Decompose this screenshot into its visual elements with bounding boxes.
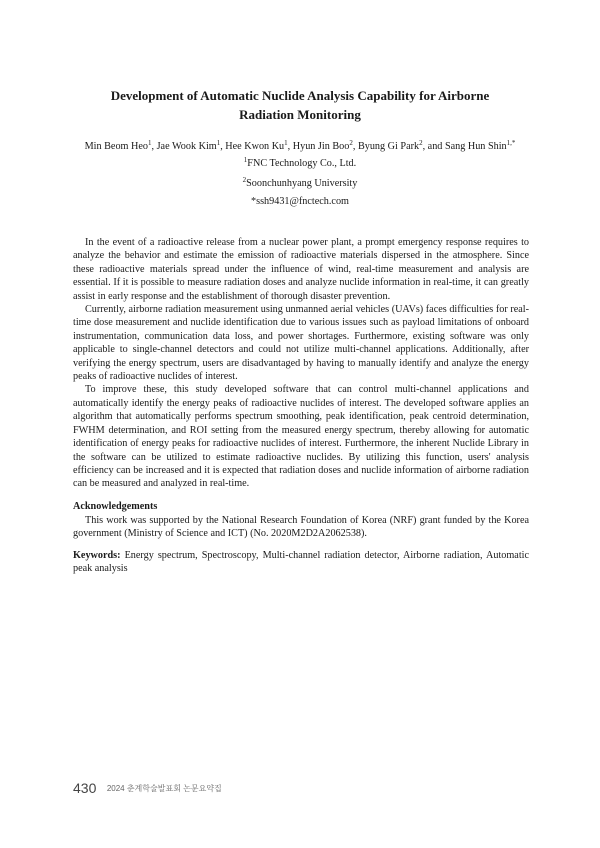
author: Hyun Jin Boo$^2$ [292, 139, 353, 152]
keywords-label: Keywords: [73, 550, 121, 561]
paper-title [70, 86, 530, 124]
author: Jae Wook Kim$^1$ [156, 139, 221, 152]
title-line-1: Development of Automatic Nuclide Analysis Capability for Airborne [110, 88, 490, 103]
conference-name: 2024 춘계학술발표회 논문요약집 [106, 784, 222, 793]
author: Byung Gi Park$^2$ [357, 139, 423, 152]
paragraph: To improve these, this study developed software that can control multi-channel applications and automatically identify the energy peaks of radioactive nuclides of interest. The developed software applies an algorithm that automatically performs spectrum smoothing, peak identification, peak centroid determination, FWHM determination, and ROI setting from the measured energy spectrum, thereby allowing for automatic identification of energy peaks for radioactive nuclides of interest. Furthermore, the inherent Nuclide Library in the software can be utilized to estimate radioactive nuclides. By utilizing this function, users' analysis efficiency can be increased and it is expected that radiation doses and nuclide information of airborne radiation can be measured and analyzed in real-time. [73, 384, 529, 490]
author-list: Min Beom Heo$^1$, Jae Wook Kim$^1$, Hee Kwon Ku$^1$, Hyun Jin Boo$^2$, Byung Gi Park$^2$, and Sang Hun Shin$^{1,*}$ [84, 139, 516, 152]
corresponding-email: *ssh9431@fnctech.com [251, 196, 349, 207]
abstract-body [73, 236, 529, 491]
keywords [73, 549, 529, 576]
keywords-text: Energy spectrum, Spectroscopy, Multi-channel radiation detector, Airborne radiation, Automatic peak analysis [73, 550, 529, 575]
affiliation-1: $^1$FNC Technology Co., Ltd. [243, 156, 357, 169]
affiliation-2: $^2$Soonchunhyang University [242, 176, 358, 189]
author: Min Beom Heo$^1$ [84, 139, 152, 152]
page-number: 430 [73, 780, 97, 796]
title-line-2: Radiation Monitoring [239, 107, 361, 122]
paragraph: In the event of a radioactive release from a nuclear power plant, a prompt emergency response requires to analyze the behavior and estimate the emission of radioactive materials dispersed in the atmosphere. Since these radioactive materials spread under the influence of wind, real-time measurement and analysis are essential. If it is possible to measure radiation doses and analyze nuclide information in real-time, it can greatly assist in early response and the establishment of thorough disaster prevention. [73, 237, 529, 302]
author: Hee Kwon Ku$^1$ [225, 139, 288, 152]
paragraph: Currently, airborne radiation measurement using unmanned aerial vehicles (UAVs) faces difficulties for real-time dose measurement and nuclide identification due to various issues such as payload limitations of onboard instrumentation, communication data loss, and power shortages. Furthermore, existing software was only applicable to single-channel detectors and could not utilize multi-channel applications. Additionally, after verifying the energy spectrum, users are disadvantaged by having to manually identify and analyze the energy peaks of radioactive nuclides of interest. [73, 304, 529, 383]
acknowledgements-heading: Acknowledgements [73, 501, 158, 512]
author: Sang Hun Shin$^{1,*}$ [444, 139, 516, 152]
page-footer [73, 780, 222, 798]
acknowledgements-text: This work was supported by the National Research Foundation of Korea (NRF) grant funded by the Korea government (Ministry of Science and ICT) (No. 2020M2D2A2062538). [73, 515, 529, 540]
